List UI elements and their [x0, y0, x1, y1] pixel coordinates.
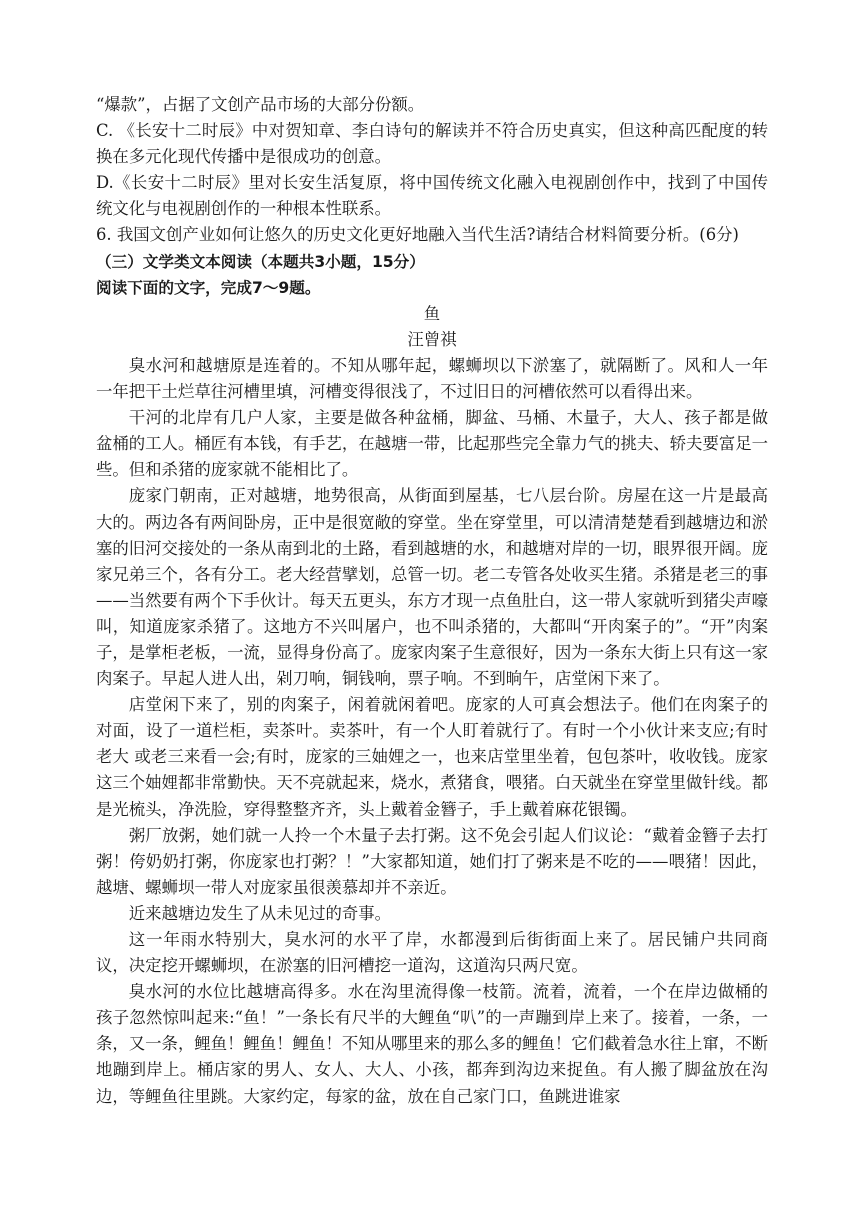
article-title: 鱼	[423, 303, 441, 323]
article-paragraph: 近来越塘边发生了从未见过的奇事。	[128, 903, 392, 923]
reading-instruction: 阅读下面的文字，完成7～9题。	[96, 278, 321, 297]
article-paragraph: 粥厂放粥，她们就一人拎一个木量子去打粥。这不免会引起人们议论：“戴着金簪子去打粥！侉奶奶打粥，你庞家也打粥？！”大家都知道，她们打了粥来是不吃的——喂猪！因此，越塘、螺蛳坝一带人对庞家虽很羡慕却并不亲近。	[96, 825, 768, 897]
option-continuation: “爆款”，占据了文创产品市场的大部分份额。	[96, 95, 425, 114]
article-paragraph: 干河的北岸有几户人家，主要是做各种盆桶，脚盆、马桶、木量子，大人、孩子都是做盆桶的工人。桶匠有本钱，有手艺，在越塘一带，比起那些完全靠力气的挑夫、轿夫要富足一些。但和杀猪的庞家就不能相比了。	[96, 408, 769, 480]
document-page	[96, 92, 768, 1110]
section-heading: （三）文学类文本阅读（本题共3小题，15分）	[96, 252, 425, 271]
article-paragraph: 店堂闲下来了，别的肉案子，闲着就闲着吧。庞家的人可真会想法子。他们在肉案子的对面，设了一道栏柜，卖茶叶。卖茶叶，有一个人盯着就行了。有时一个小伙计来支应;有时老大 或老三来看一会;有时，庞家的三妯娌之一，也来店堂里坐着，包包茶叶，收收钱。庞家这三个妯娌都非常勤快。天不亮就起来，烧水，煮猪食，喂猪。白天就坐在穿堂里做针线。都是光梳头，净洗脸，穿得整整齐齐，头上戴着金簪子，手上戴着麻花银镯。	[96, 695, 769, 819]
article-paragraph: 臭水河的水位比越塘高得多。水在沟里流得像一枝箭。流着，流着，一个在岸边做桶的孩子忽然惊叫起来:“鱼！”一条长有尺半的大鲤鱼“叭”的一声蹦到岸上来了。接着，一条，一条，又一条，鲤鱼！鲤鱼！鲤鱼！不知从哪里来的那么多的鲤鱼！它们截着急水往上窜，不断地蹦到岸上。桶店家的男人、女人、大人、小孩，都奔到沟边来捉鱼。有人搬了脚盆放在沟边，等鲤鱼往里跳。大家约定，每家的盆，放在自己家门口，鱼跳进谁家	[96, 982, 769, 1106]
article-paragraph: 这一年雨水特别大，臭水河的水平了岸，水都漫到后街街面上来了。居民铺户共同商议，决定挖开螺蛳坝，在淤塞的旧河槽挖一道沟，这道沟只两尺宽。	[96, 930, 768, 976]
article-author: 汪曾祺	[407, 329, 457, 349]
option-c: C. 《长安十二时辰》中对贺知章、李白诗句的解读并不符合历史真实，但这种高匹配度的转换在多元化现代传播中是很成功的创意。	[96, 121, 768, 167]
article-paragraph: 臭水河和越塘原是连着的。不知从哪年起，螺蛳坝以下淤塞了，就隔断了。风和人一年一年把干土烂草往河槽里填，河槽变得很浅了，不过旧日的河槽依然可以看得出来。	[96, 355, 768, 402]
option-d: D.《长安十二时辰》里对长安生活复原，将中国传统文化融入电视剧创作中，找到了中国传统文化与电视剧创作的一种根本性联系。	[96, 173, 768, 219]
article-paragraph: 庞家门朝南，正对越塘，地势很高，从街面到屋基，七八层台阶。房屋在这一片是最高大的。两边各有两间卧房，正中是很宽敞的穿堂。坐在穿堂里，可以清清楚楚看到越塘边和淤塞的旧河交接处的一条从南到北的土路，看到越塘的水，和越塘对岸的一切，眼界很开阔。庞家兄弟三个，各有分工。老大经营擘划，总管一切。老二专管各处收买生猪。杀猪是老三的事——当然要有两个下手伙计。每天五更头，东方才现一点鱼肚白，这一带人家就听到猪尖声嚎叫，知道庞家杀猪了。这地方不兴叫屠户，也不叫杀猪的，大都叫“开肉案子的”。“开”肉案子，是掌柜老板，一流，显得身份高了。庞家肉案子生意很好，因为一条东大街上只有这一家肉案子。早起人进人出，剁刀响，铜钱响，票子响。不到晌午，店堂闲下来了。	[96, 486, 769, 689]
question-6: 6. 我国文创产业如何让悠久的历史文化更好地融入当代生活?请结合材料简要分析。(6分)	[96, 225, 739, 245]
